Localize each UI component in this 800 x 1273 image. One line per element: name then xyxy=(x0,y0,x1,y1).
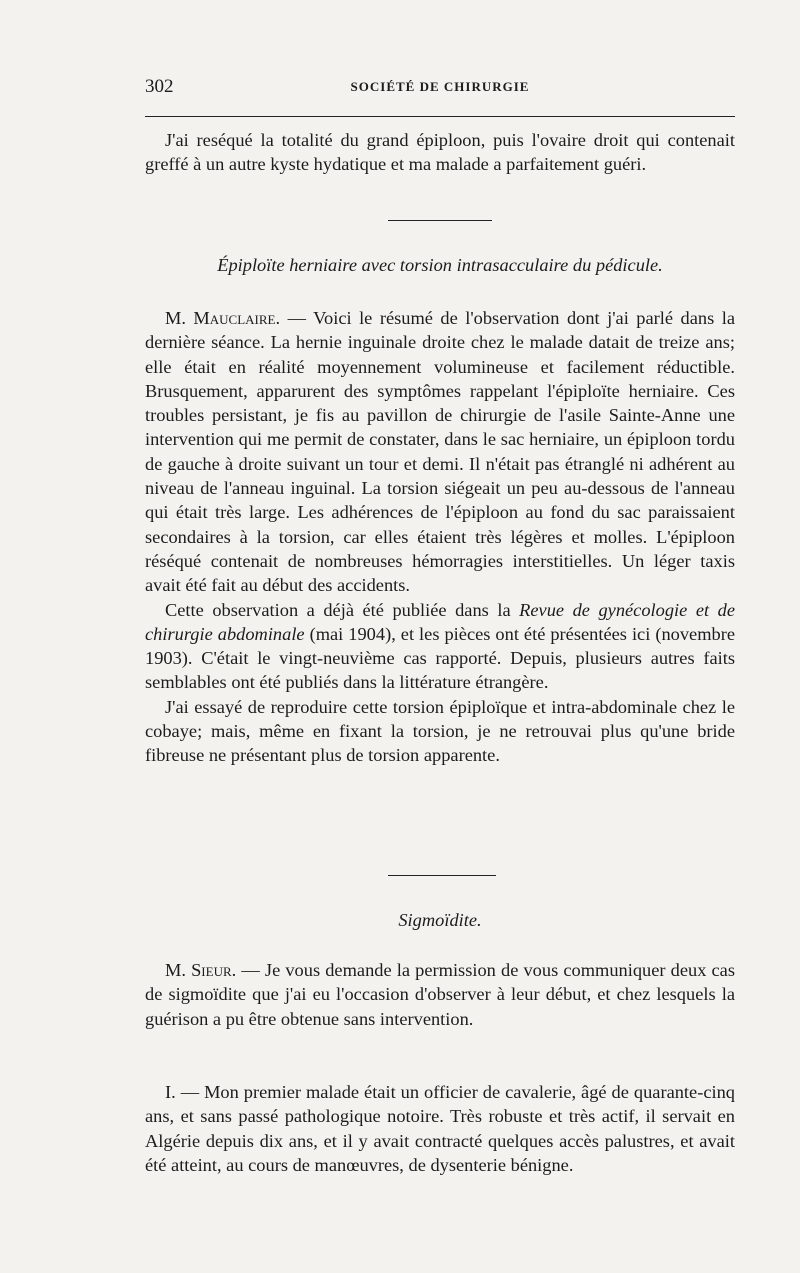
paragraph-case-one: I. — Mon premier malade était un officier de cavalerie, âgé de quarante-cinq ans, et sans passé pathologique notoire. Très robuste et très actif, il servait en Algérie depuis dix ans, et il y avait contracté quelques accès palustres, et avait été atteint, au cours de manœuvres, de dysenterie bénigne. xyxy=(145,1082,735,1175)
section-epiploite-body xyxy=(145,306,735,768)
paragraph-mauclaire: M. Mauclaire. — Voici le résumé de l'observation dont j'ai parlé dans la dernière séance. La hernie inguinale droite chez le malade datait de treize ans; elle était en réalité moyennement volumineuse et facilement réductible. Brusquement, apparurent des symptômes rappelant l'épiploïte herniaire. Ces troubles persistant, je fis au pavillon de chirurgie de l'asile Sainte-Anne une intervention qui me permit de constater, dans le sac herniaire, un épiploon tordu de gauche à droite suivant un tour et demi. Il n'était pas étranglé ni adhérent au niveau de l'anneau inguinal. La torsion siégeait un peu au-dessous de l'anneau qui était très large. Les adhérences de l'épiploon au fond du sac paraissaient secondaires à la torsion, car elles étaient très légères et molles. L'épiploon réséqué contenait de nombreuses hémorragies interstitielles. Un léger taxis avait été fait au début des accidents. xyxy=(145,308,735,596)
section-title-epiploite: Épiploïte herniaire avec torsion intrasacculaire du pédicule. xyxy=(217,255,663,275)
intro-block xyxy=(145,128,735,177)
section-title-sigmoidite: Sigmoïdite. xyxy=(398,910,482,930)
intro-paragraph: J'ai reséqué la totalité du grand épiploon, puis l'ovaire droit qui contenait greffé à un autre kyste hydatique et ma malade a parfaitement guéri. xyxy=(145,130,735,175)
speaker-name: M. Mauclaire. xyxy=(165,308,281,328)
paragraph-cobaye: J'ai essayé de reproduire cette torsion épiploïque et intra-abdominale chez le cobaye; mais, même en fixant la torsion, je ne retrouvai plus qu'une bride fibreuse ne présentant plus de torsion apparente. xyxy=(145,696,735,766)
header-rule xyxy=(145,116,735,117)
section-divider xyxy=(388,875,496,876)
page-number: 302 xyxy=(145,76,174,97)
speaker-name: M. Sieur. xyxy=(165,960,237,980)
section-sigmoidite-body xyxy=(145,958,735,1031)
paragraph-publication: Cette observation a déjà été publiée dans la Revue de gynécologie et de chirurgie abdominale (mai 1904), et les pièces ont été présentées ici (novembre 1903). C'était le vingt-neuvième cas rapporté. Depuis, plusieurs autres faits semblables ont été publiés dans la littérature étrangère. xyxy=(145,599,735,693)
paragraph-sieur: M. Sieur. — Je vous demande la permission de vous communiquer deux cas de sigmoïdite que j'ai eu l'occasion d'observer à leur début, et chez lesquels la guérison a pu être obtenue sans intervention. xyxy=(145,960,735,1029)
running-title: SOCIÉTÉ DE CHIRURGIE xyxy=(350,79,530,94)
section-divider xyxy=(388,220,492,221)
journal-title: Revue de gynécologie et de chirurgie abdominale xyxy=(145,599,735,644)
page-header xyxy=(145,76,735,102)
section-sigmoidite-case xyxy=(145,1080,735,1177)
